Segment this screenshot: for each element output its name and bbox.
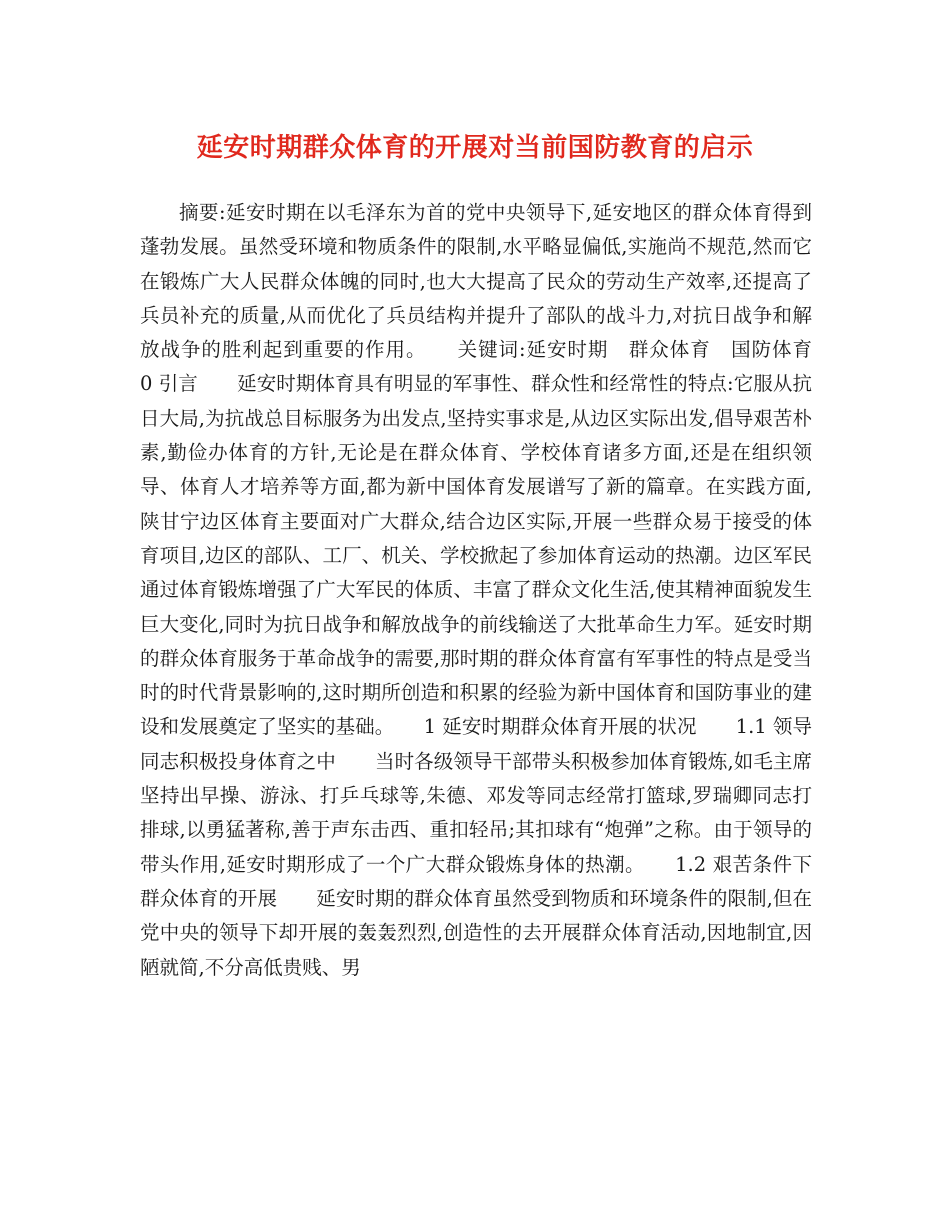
document-body-text: 摘要:延安时期在以毛泽东为首的党中央领导下,延安地区的群众体育得到蓬勃发展。虽然受环境和物质条件的限制,水平略显偏低,实施尚不规范,然而它在锻炼广大人民群众体魄的同时,也大大提高了民众的劳动生产效率,还提高了兵员补充的质量,从而优化了兵员结构并提升了部队的战斗力,对抗日战争和解放战争的胜利起到重要的作用。 关键词:延安时期 群众体育 国防体育 0 引言 延安时期体育具有明显的军事性、群众性和经常性的特点:它服从抗日大局,为抗战总目标服务为出发点,坚持实事求是,从边区实际出发,倡导艰苦朴素,勤俭办体育的方针,无论是在群众体育、学校体育诸多方面,还是在组织领导、体育人才培养等方面,都为新中国体育发展谱写了新的篇章。在实践方面,陕甘宁边区体育主要面对广大群众,结合边区实际,开展一些群众易于接受的体育项目,边区的部队、工厂、机关、学校掀起了参加体育运动的热潮。边区军民通过体育锻炼增强了广大军民的体质、丰富了群众文化生活,使其精神面貌发生巨大变化,同时为抗日战争和解放战争的前线输送了大批革命生力军。延安时期的群众体育服务于革命战争的需要,那时期的群众体育富有军事性的特点是受当时的时代背景影响的,这时期所创造和积累的经验为新中国体育和国防事业的建设和发展奠定了坚实的基础。 1 延安时期群众体育开展的状况 1.1 领导同志积极投身体育之中 当时各级领导干部带头积极参加体育锻炼,如毛主席坚持出早操、游泳、打乒乓球等,朱德、邓发等同志经常打篮球,罗瑞卿同志打排球,以勇猛著称,善于声东击西、重扣轻吊;其扣球有“炮弹”之称。由于领导的带头作用,延安时期形成了一个广大群众锻炼身体的热潮。 1.2 艰苦条件下群众体育的开展 延安时期的群众体育虽然受到物质和环境条件的限制,但在党中央的领导下却开展的轰轰烈烈,创造性的去开展群众体育活动,因地制宜,因陋就简,不分高低贵贱、男 <box>140 201 891 979</box>
document-title: 延安时期群众体育的开展对当前国防教育的启示 <box>196 133 754 163</box>
